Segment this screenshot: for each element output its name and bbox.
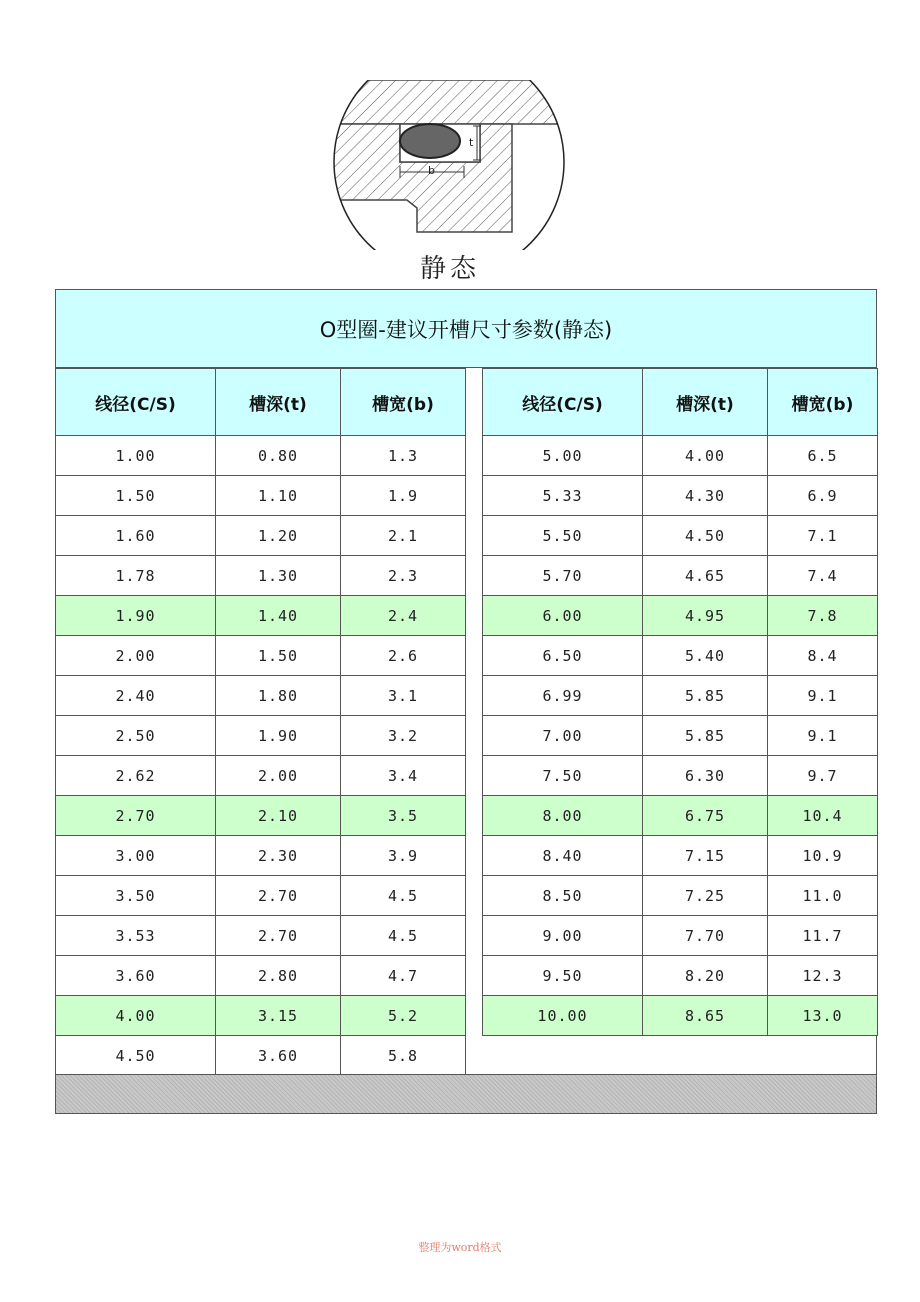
- cell-width: 2.6: [341, 636, 466, 676]
- cell-depth: 4.00: [643, 436, 768, 476]
- cell-depth: 1.80: [216, 676, 341, 716]
- cell-depth: 3.60: [216, 1036, 341, 1076]
- cell-width: 12.3: [768, 956, 878, 996]
- table-row: [56, 716, 466, 756]
- cell-width: 10.4: [768, 796, 878, 836]
- cell-depth: 5.85: [643, 676, 768, 716]
- cell-depth: 1.90: [216, 716, 341, 756]
- oring-cross-section: [400, 124, 460, 158]
- cell-width: 3.4: [341, 756, 466, 796]
- table-row: [483, 756, 878, 796]
- cell-width: 9.1: [768, 676, 878, 716]
- cell-cs: 8.00: [483, 796, 643, 836]
- cell-depth: 4.95: [643, 596, 768, 636]
- table-row: [56, 796, 466, 836]
- cell-depth: 5.40: [643, 636, 768, 676]
- cell-width: 6.5: [768, 436, 878, 476]
- table-row: [483, 556, 878, 596]
- header-cs: 线径(C/S): [56, 369, 216, 436]
- cell-cs: 4.50: [56, 1036, 216, 1076]
- cell-depth: 2.70: [216, 876, 341, 916]
- cell-width: 9.1: [768, 716, 878, 756]
- table-row: [56, 876, 466, 916]
- cell-width: 1.9: [341, 476, 466, 516]
- cell-width: 3.5: [341, 796, 466, 836]
- cell-cs: 1.00: [56, 436, 216, 476]
- cell-width: 13.0: [768, 996, 878, 1036]
- cell-width: 5.8: [341, 1036, 466, 1076]
- table-row: [56, 436, 466, 476]
- cell-width: 11.7: [768, 916, 878, 956]
- cell-depth: 2.70: [216, 916, 341, 956]
- cell-width: 5.2: [341, 996, 466, 1036]
- cell-cs: 5.33: [483, 476, 643, 516]
- table-row: [483, 956, 878, 996]
- cell-depth: 1.30: [216, 556, 341, 596]
- cell-width: 7.4: [768, 556, 878, 596]
- cell-cs: 2.40: [56, 676, 216, 716]
- cell-cs: 5.50: [483, 516, 643, 556]
- cell-cs: 9.00: [483, 916, 643, 956]
- table-row: [483, 796, 878, 836]
- cell-depth: 7.70: [643, 916, 768, 956]
- table-row: [56, 556, 466, 596]
- cell-cs: 2.62: [56, 756, 216, 796]
- table-row: [56, 476, 466, 516]
- table-row: [483, 876, 878, 916]
- cell-depth: 3.15: [216, 996, 341, 1036]
- cell-width: 8.4: [768, 636, 878, 676]
- cell-width: 4.5: [341, 916, 466, 956]
- table-row: [56, 996, 466, 1036]
- cell-width: 1.3: [341, 436, 466, 476]
- cell-cs: 5.00: [483, 436, 643, 476]
- table-row: [56, 756, 466, 796]
- table-row: [56, 1036, 466, 1076]
- cell-depth: 7.15: [643, 836, 768, 876]
- cell-width: 3.9: [341, 836, 466, 876]
- header-depth: 槽深(t): [216, 369, 341, 436]
- header-width: 槽宽(b): [768, 369, 878, 436]
- cell-width: 2.4: [341, 596, 466, 636]
- cell-cs: 8.40: [483, 836, 643, 876]
- table-row: [483, 676, 878, 716]
- cell-cs: 4.00: [56, 996, 216, 1036]
- cell-cs: 6.00: [483, 596, 643, 636]
- cell-depth: 5.85: [643, 716, 768, 756]
- cell-cs: 2.00: [56, 636, 216, 676]
- table-row: [483, 636, 878, 676]
- cell-depth: 2.30: [216, 836, 341, 876]
- left-table: [55, 368, 466, 1076]
- cell-cs: 3.53: [56, 916, 216, 956]
- cell-cs: 2.70: [56, 796, 216, 836]
- cell-width: 11.0: [768, 876, 878, 916]
- cell-width: 7.1: [768, 516, 878, 556]
- table-row: [483, 996, 878, 1036]
- cell-cs: 1.50: [56, 476, 216, 516]
- bottom-band: [56, 1074, 876, 1113]
- table-row: [56, 596, 466, 636]
- cell-depth: 1.40: [216, 596, 341, 636]
- cell-width: 4.5: [341, 876, 466, 916]
- table-row: [56, 916, 466, 956]
- diagram-caption: 静态: [419, 254, 480, 284]
- cell-cs: 3.60: [56, 956, 216, 996]
- cell-cs: 3.50: [56, 876, 216, 916]
- header-depth: 槽深(t): [643, 369, 768, 436]
- cell-cs: 1.60: [56, 516, 216, 556]
- table-row: [483, 916, 878, 956]
- cell-depth: 6.75: [643, 796, 768, 836]
- cell-depth: 4.65: [643, 556, 768, 596]
- cell-cs: 9.50: [483, 956, 643, 996]
- header-cs: 线径(C/S): [483, 369, 643, 436]
- oring-groove-diagram: [332, 80, 566, 250]
- table-row: [483, 476, 878, 516]
- cell-depth: 8.65: [643, 996, 768, 1036]
- cell-depth: 2.80: [216, 956, 341, 996]
- cell-depth: 2.00: [216, 756, 341, 796]
- cell-depth: 6.30: [643, 756, 768, 796]
- cell-width: 2.1: [341, 516, 466, 556]
- cell-depth: 8.20: [643, 956, 768, 996]
- cell-cs: 10.00: [483, 996, 643, 1036]
- cell-cs: 2.50: [56, 716, 216, 756]
- cell-cs: 3.00: [56, 836, 216, 876]
- cell-cs: 1.90: [56, 596, 216, 636]
- cell-width: 9.7: [768, 756, 878, 796]
- cell-cs: 6.50: [483, 636, 643, 676]
- top-plate: [332, 80, 566, 124]
- cell-depth: 7.25: [643, 876, 768, 916]
- table-row: [483, 716, 878, 756]
- table-row: [483, 516, 878, 556]
- cell-depth: 4.50: [643, 516, 768, 556]
- cell-width: 7.8: [768, 596, 878, 636]
- cell-width: 10.9: [768, 836, 878, 876]
- cell-width: 4.7: [341, 956, 466, 996]
- t-label: t: [469, 136, 474, 149]
- cell-depth: 1.10: [216, 476, 341, 516]
- cell-cs: 5.70: [483, 556, 643, 596]
- cell-width: 2.3: [341, 556, 466, 596]
- cell-width: 3.1: [341, 676, 466, 716]
- cell-cs: 1.78: [56, 556, 216, 596]
- table-row: [483, 596, 878, 636]
- cell-depth: 2.10: [216, 796, 341, 836]
- table-row: [483, 436, 878, 476]
- table-row: [56, 676, 466, 716]
- cell-cs: 7.00: [483, 716, 643, 756]
- header-width: 槽宽(b): [341, 369, 466, 436]
- cell-cs: 8.50: [483, 876, 643, 916]
- table-row: [56, 516, 466, 556]
- table-row: [483, 836, 878, 876]
- b-label: b: [428, 164, 435, 177]
- cell-cs: 7.50: [483, 756, 643, 796]
- footer-note: 整理为word格式: [418, 1241, 502, 1254]
- cell-depth: 0.80: [216, 436, 341, 476]
- right-table: [482, 368, 878, 1036]
- cell-depth: 4.30: [643, 476, 768, 516]
- table-row: [56, 836, 466, 876]
- cell-depth: 1.20: [216, 516, 341, 556]
- cell-depth: 1.50: [216, 636, 341, 676]
- table-title: O型圈-建议开槽尺寸参数(静态): [56, 290, 876, 368]
- cell-cs: 6.99: [483, 676, 643, 716]
- cell-width: 6.9: [768, 476, 878, 516]
- table-row: [56, 636, 466, 676]
- cell-width: 3.2: [341, 716, 466, 756]
- table-row: [56, 956, 466, 996]
